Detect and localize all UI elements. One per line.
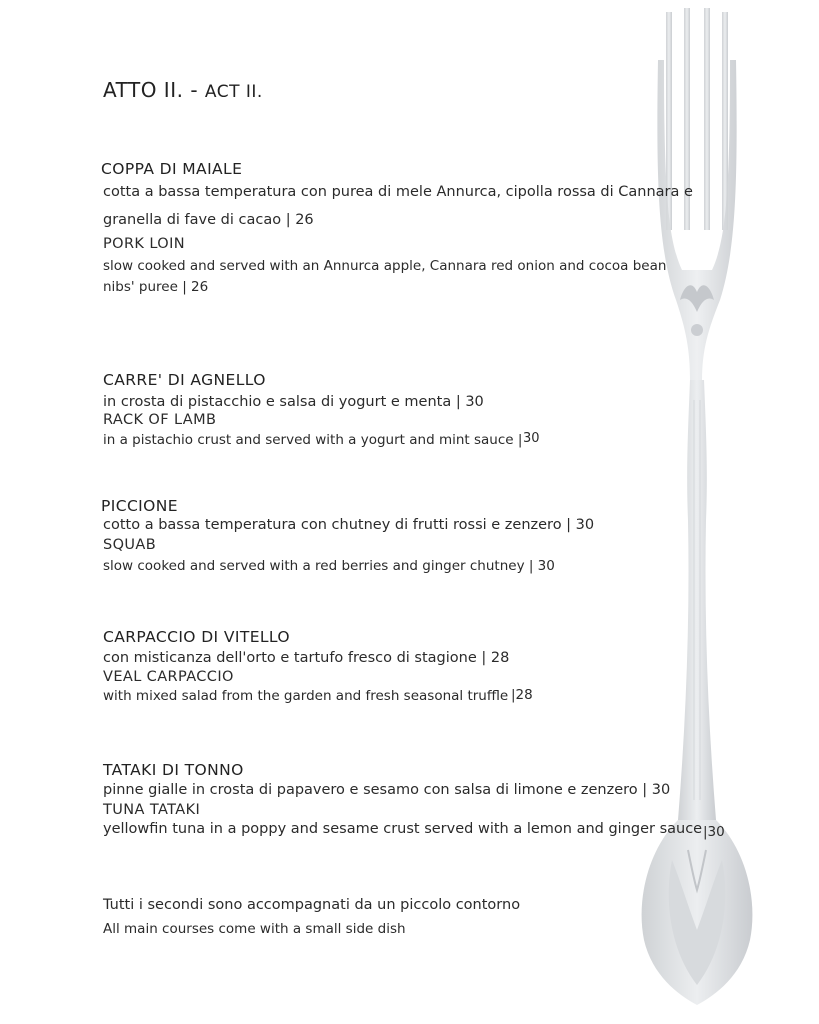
dish-desc-it: pinne gialle in crosta di papavero e sesamo con salsa di limone e zenzero | 30 [103,782,671,798]
title-english: ACT II. [204,82,263,102]
dish-price-en: |30 [703,824,725,840]
dish-desc-en: slow cooked and served with an Annurca apple, Cannara red onion and cocoa bean [103,258,667,274]
dish-name-it: TATAKI DI TONNO [103,761,244,779]
title-italian: ATTO II. - [103,78,199,102]
dish-desc-en: nibs' puree | 26 [103,279,209,295]
fork-illustration [628,0,819,1024]
dish-name-it: CARRE' DI AGNELLO [103,371,266,389]
side-dish-note-en: All main courses come with a small side dish [103,921,406,937]
dish-name-en: TUNA TATAKI [103,802,201,818]
dish-name-en: SQUAB [103,537,157,553]
dish-name-it: CARPACCIO DI VITELLO [103,628,291,646]
dish-name-en: RACK OF LAMB [103,412,217,428]
page-title [103,78,263,102]
dish-desc-it: in crosta di pistacchio e salsa di yogurt e menta | 30 [103,394,484,410]
dish-name-en: PORK LOIN [103,236,186,252]
dish-desc-en: with mixed salad from the garden and fresh seasonal truffle [103,688,509,704]
dish-price-en: |28 [511,687,533,703]
dish-desc-it: cotta a bassa temperatura con purea di mele Annurca, cipolla rossa di Cannara e [103,184,693,200]
dish-desc-it: granella di fave di cacao | 26 [103,212,314,228]
side-dish-note-it: Tutti i secondi sono accompagnati da un piccolo contorno [103,897,521,913]
dish-desc-it: con misticanza dell'orto e tartufo fresco di stagione | 28 [103,650,510,666]
dish-desc-en: yellowfin tuna in a poppy and sesame crust served with a lemon and ginger sauce [103,821,703,837]
dish-price-en: 30 [523,431,540,446]
dish-name-it: COPPA DI MAIALE [101,160,243,178]
dish-desc-it: cotto a bassa temperatura con chutney di frutti rossi e zenzero | 30 [103,517,595,533]
dish-desc-en: in a pistachio crust and served with a yogurt and mint sauce | [103,432,523,448]
dish-desc-en: slow cooked and served with a red berries and ginger chutney | 30 [103,558,555,574]
dish-name-it: PICCIONE [101,497,178,515]
dish-name-en: VEAL CARPACCIO [103,669,234,685]
